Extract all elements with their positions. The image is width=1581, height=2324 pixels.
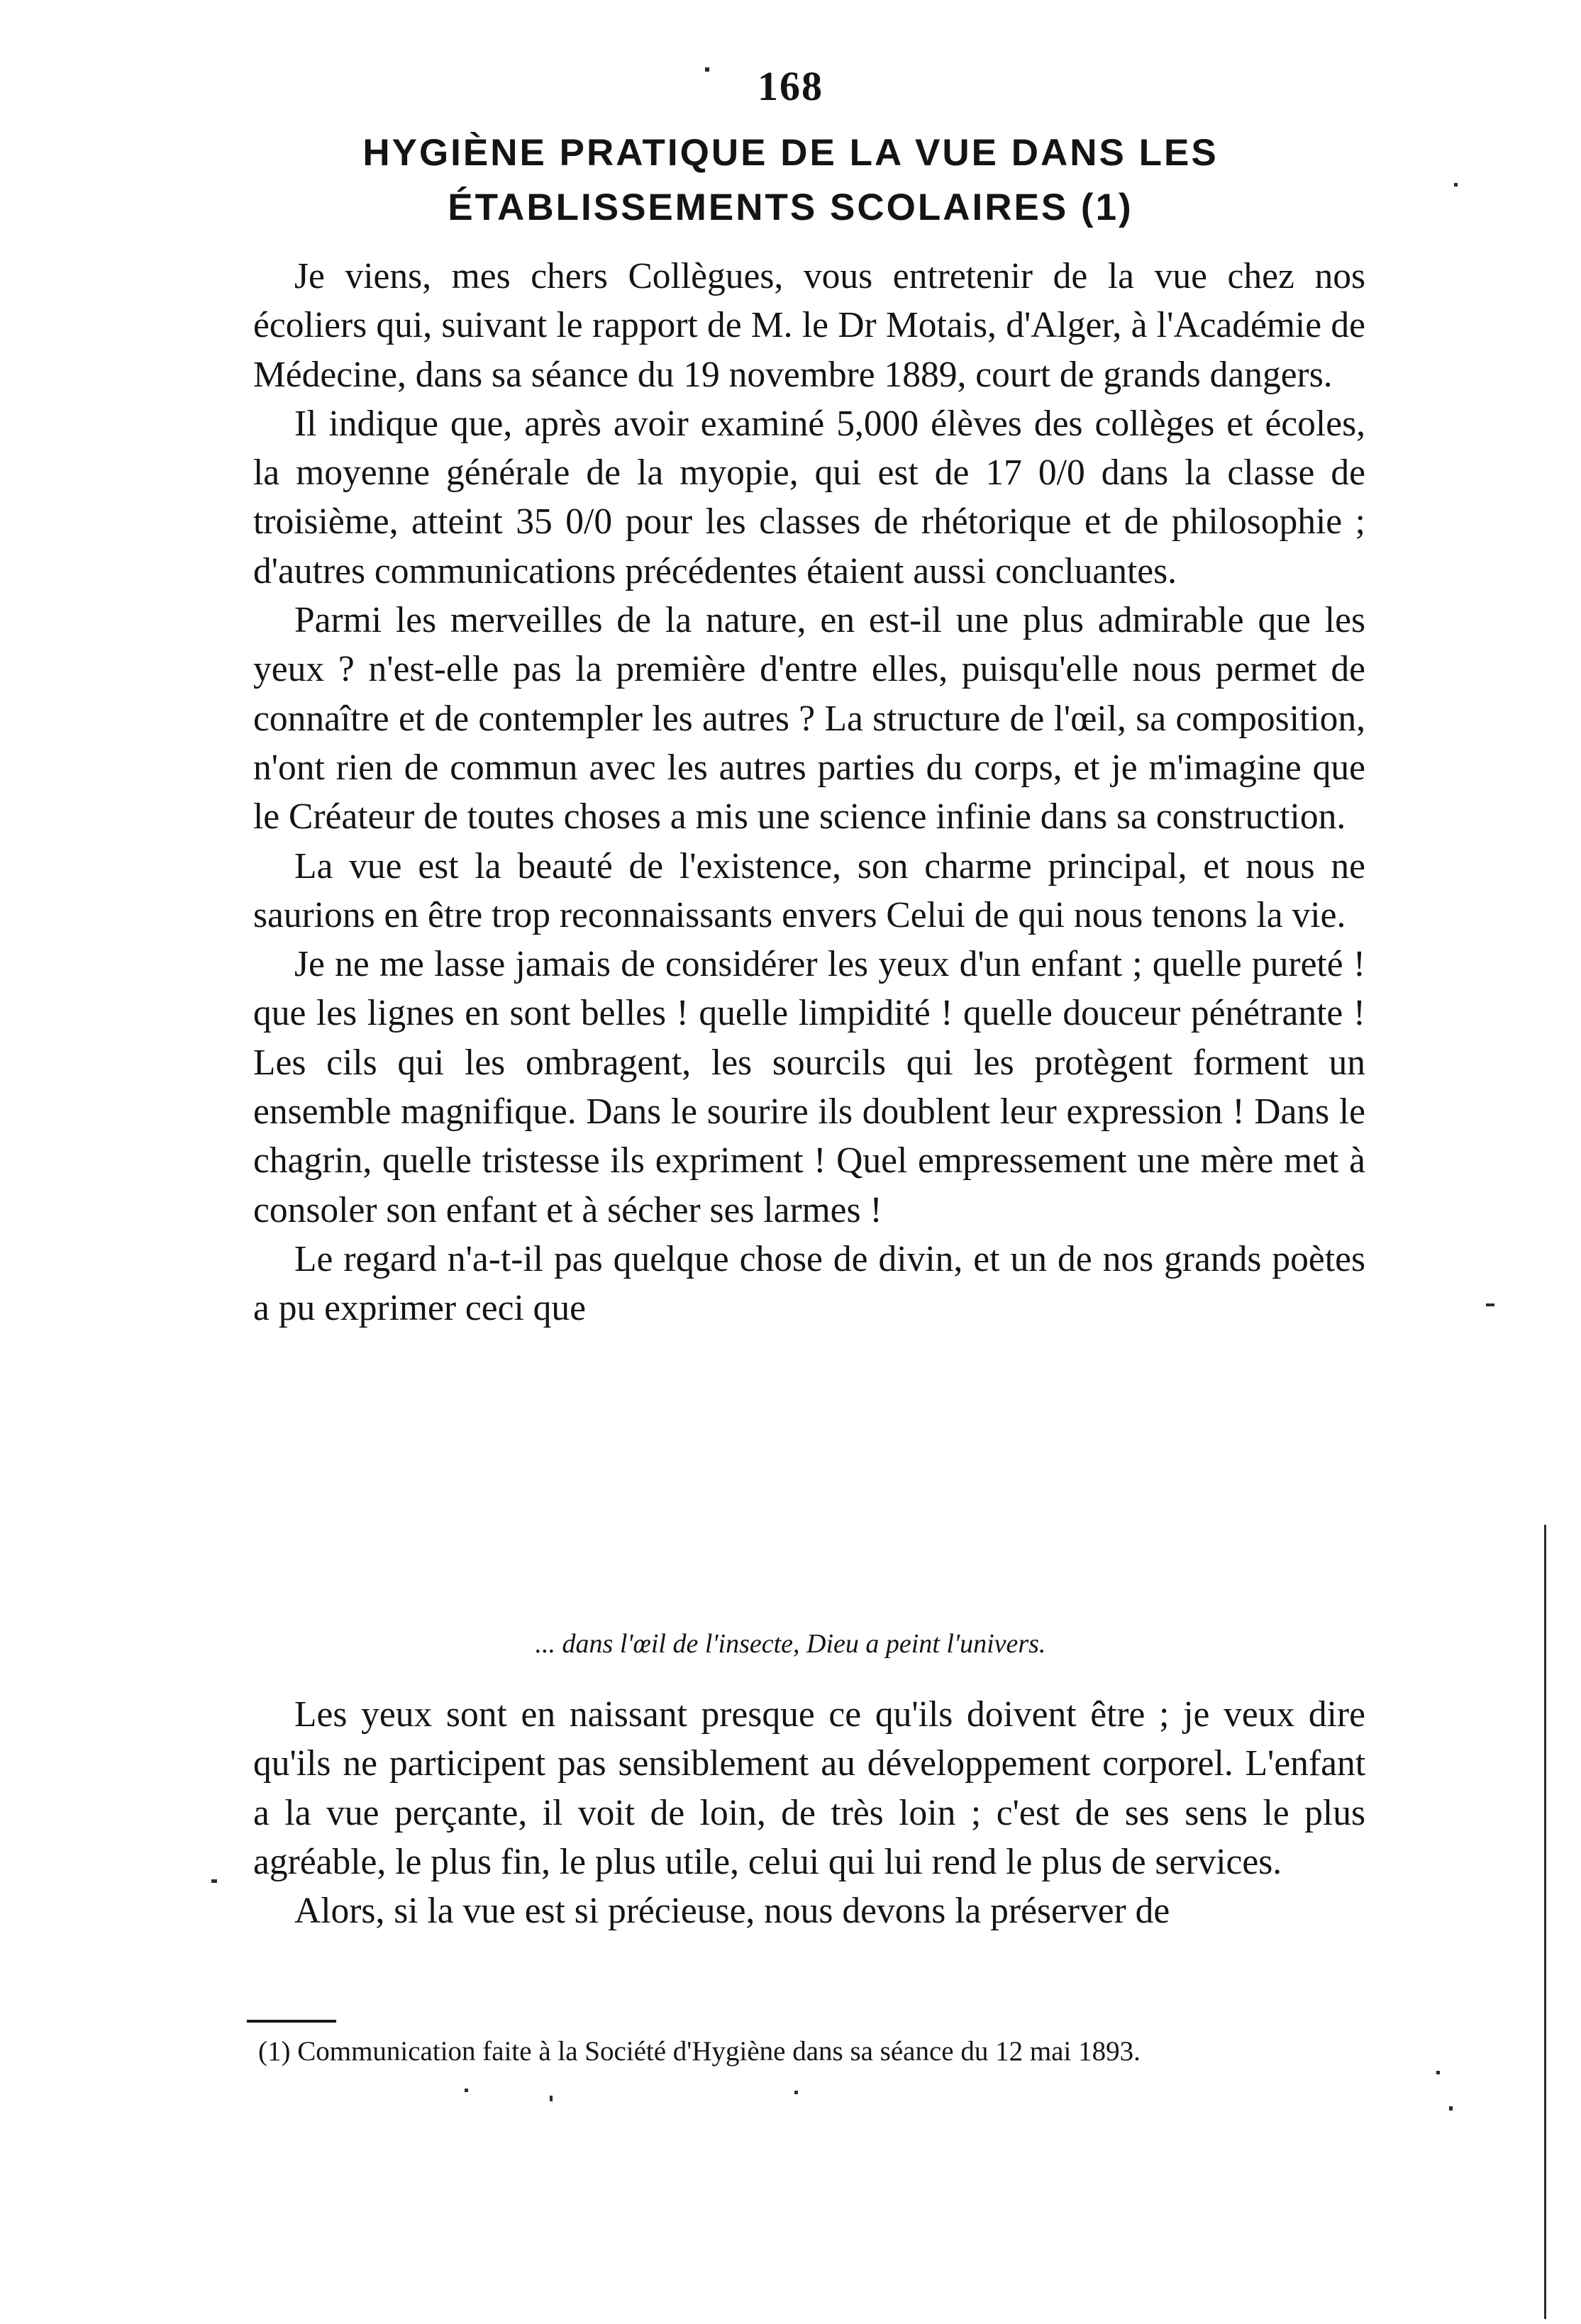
footnote: (1) Communication faite à la Société d'Hygiène dans sa séance du 12 mai 1893. [258,2036,1141,2067]
paragraph: La vue est la beauté de l'existence, son charme principal, et nous ne saurions en être trop reconnaissants envers Celui de qui nous tenons la vie. [253,845,1365,935]
body-text [253,252,1365,1333]
scan-speck [1449,2106,1453,2111]
scan-speck [1436,2071,1440,2074]
paragraph: Les yeux sont en naissant presque ce qu'ils doivent être ; je veux dire qu'ils ne participent pas sensiblement au développement corporel. L'enfant a la vue perçante, il voit de loin, de très loin ; c'est de ses sens le plus agréable, le plus fin, le plus utile, celui qui lui rend le plus de services. [253,1694,1365,1882]
scan-speck [465,2089,468,2092]
title-line-2: ÉTABLISSEMENTS SCOLAIRES (1) [448,187,1133,228]
scan-speck [705,67,709,72]
paragraph: Il indique que, après avoir examiné 5,000 élèves des collèges et écoles, la moyenne générale de la myopie, qui est de 17 0/0 dans la classe de troisième, atteint 35 0/0 pour les classes de rhétorique et de philosophie ; d'autres communications précédentes étaient aussi concluantes. [253,403,1365,591]
scan-edge-line [1544,1525,1546,2319]
paragraph: Le regard n'a-t-il pas quelque chose de divin, et un de nos grands poètes a pu exprimer ceci que [253,1238,1365,1329]
scan-speck [794,2091,798,2094]
scan-speck [211,1879,217,1883]
scan-speck [1454,183,1458,187]
paragraph: Parmi les merveilles de la nature, en est-il une plus admirable que les yeux ? n'est-elle pas la première d'entre elles, puisqu'elle nous permet de connaître et de contempler les autres ? La structure de l'œil, sa composition, n'ont rien de commun avec les autres parties du corps, et je m'imagine que le Créateur de toutes choses a mis une science infinie dans sa construction. [253,600,1365,838]
poem-quote: ... dans l'œil de l'insecte, Dieu a peint l'univers. [535,1629,1046,1659]
paragraph: Je viens, mes chers Collègues, vous entretenir de la vue chez nos écoliers qui, suivant le rapport de M. le Dr Motais, d'Alger, à l'Académie de Médecine, dans sa séance du 19 novembre 1889, court de grands dangers. [253,256,1365,395]
footnote-rule [247,2020,336,2023]
body-text-after-quote [253,1690,1365,1935]
title-line-1: HYGIÈNE PRATIQUE DE LA VUE DANS LES [362,132,1219,174]
paragraph: Alors, si la vue est si précieuse, nous devons la préserver de [294,1891,1170,1932]
scan-speck [1486,1303,1494,1306]
paragraph: Je ne me lasse jamais de considérer les yeux d'un enfant ; quelle pureté ! que les lignes en sont belles ! quelle limpidité ! quelle douceur pénétrante ! Les cils qui les ombragent, les sourcils qui les protègent forment un ensemble magnifique. Dans le sourire ils doublent leur expression ! Dans le chagrin, quelle tristesse ils expriment ! Quel empressement une mère met à consoler son enfant et à sécher ses larmes ! [253,944,1365,1230]
page-number: 168 [758,63,823,109]
scan-speck [550,2096,553,2101]
